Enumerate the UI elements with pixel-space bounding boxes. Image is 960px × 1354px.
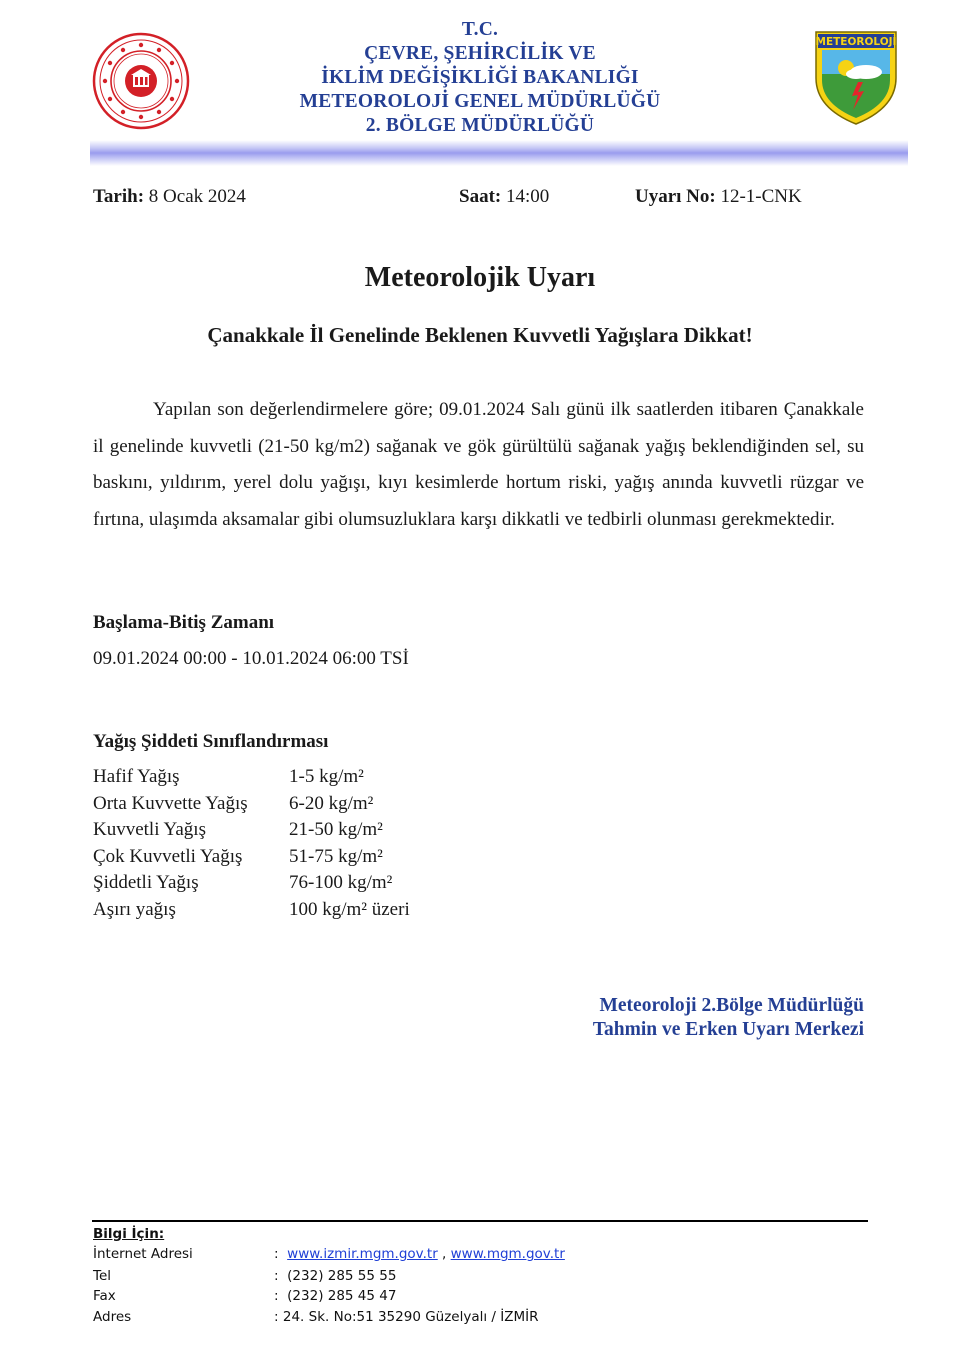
fax-value: (232) 285 45 47 — [287, 1288, 397, 1304]
mgm-link[interactable]: www.mgm.gov.tr — [450, 1246, 565, 1262]
tel-value: (232) 285 55 55 — [287, 1268, 397, 1284]
signature-line-1: Meteoroloji 2.Bölge Müdürlüğü — [599, 995, 864, 1016]
table-row — [93, 844, 410, 871]
signature-block — [520, 994, 864, 1042]
colon: : — [274, 1268, 279, 1284]
address-field — [274, 1309, 539, 1325]
internet-label: İnternet Adresi — [93, 1246, 193, 1262]
document-subtitle: Çanakkale İl Genelinde Beklenen Kuvvetli Yağışlara Dikkat! — [207, 323, 753, 347]
document-title: Meteorolojik Uyarı — [364, 262, 596, 293]
time-value: 14:00 — [505, 186, 550, 207]
table-row — [93, 870, 410, 897]
fax-field — [274, 1288, 396, 1304]
tel-label: Tel — [93, 1268, 112, 1284]
table-row — [93, 791, 410, 818]
intensity-name: Çok Kuvvetli Yağış — [93, 845, 243, 867]
link-separator: , — [442, 1246, 447, 1262]
logo-text: METEOROLOJİ — [815, 36, 897, 48]
intensity-name: Aşırı yağış — [93, 898, 176, 920]
date-label: Tarih: — [93, 186, 145, 207]
signature-line-2: Tahmin ve Erken Uyarı Merkezi — [592, 1019, 864, 1040]
intensity-name: Kuvvetli Yağış — [93, 819, 206, 840]
colon: : — [274, 1309, 279, 1325]
intensity-range: 51-75 kg/m² — [289, 845, 383, 867]
table-row — [93, 817, 410, 844]
org-line-3: İKLİM DEĞİŞİKLİĞİ BAKANLIĞI — [321, 67, 639, 88]
footer-divider — [92, 1220, 868, 1222]
internet-value — [274, 1246, 565, 1262]
intensity-name: Şiddetli Yağış — [93, 872, 199, 893]
intensity-range: 1-5 kg/m² — [289, 766, 364, 787]
fax-label: Fax — [93, 1288, 116, 1304]
tel-field — [274, 1268, 396, 1284]
classification-heading: Yağış Şiddeti Sınıflandırması — [93, 731, 329, 752]
address-value: 24. Sk. No:51 35290 Güzelyalı / İZMİR — [282, 1309, 539, 1325]
table-row — [93, 897, 410, 924]
warning-number-value: 12-1-CNK — [720, 186, 802, 207]
colon: : — [274, 1246, 279, 1262]
organization-header — [210, 18, 750, 138]
warning-body-text: Yapılan son değerlendirmelere göre; 09.01.2024 Salı günü ilk saatlerden itibaren Çanakkale il genelinde kuvvetli (21-50 kg/m2) sağanak ve gök gürültülü sağanak yağış beklendiğinden sel, su baskını, yıldırım, yerel dolu yağışı, kıyı kesimlerde hortum riski, yağış anında kuvvetli rüzgar ve fırtına, ulaşımda aksamalar gibi olumsuzluklara karşı dikkatli ve tedbirli olunması gerekmektedir. — [93, 399, 864, 530]
timing-value: 09.01.2024 00:00 - 10.01.2024 06:00 TSİ — [93, 648, 409, 669]
ministry-seal-icon — [92, 32, 190, 130]
warning-number-label: Uyarı No: — [635, 186, 716, 207]
intensity-range: 21-50 kg/m² — [289, 819, 383, 840]
org-line-5: 2. BÖLGE MÜDÜRLÜĞÜ — [365, 115, 595, 136]
org-line-1: T.C. — [461, 19, 499, 40]
izmir-mgm-link[interactable]: www.izmir.mgm.gov.tr — [287, 1246, 438, 1262]
date-value: 8 Ocak 2024 — [148, 186, 246, 207]
date-field — [93, 186, 246, 208]
intensity-range: 100 kg/m² üzeri — [289, 898, 410, 920]
classification-table — [93, 764, 410, 923]
warning-number-field — [635, 186, 802, 208]
org-line-4: METEOROLOJİ GENEL MÜDÜRLÜĞÜ — [299, 91, 661, 112]
intensity-range: 6-20 kg/m² — [289, 792, 374, 814]
timing-heading: Başlama-Bitiş Zamanı — [93, 612, 275, 633]
intensity-range: 76-100 kg/m² — [289, 872, 393, 893]
table-row — [93, 764, 410, 791]
intensity-name: Orta Kuvvette Yağış — [93, 792, 248, 814]
colon: : — [274, 1288, 279, 1304]
header-divider — [90, 140, 908, 166]
org-line-2: ÇEVRE, ŞEHİRCİLİK VE — [364, 43, 596, 64]
time-field — [459, 186, 549, 208]
intensity-name: Hafif Yağış — [93, 766, 180, 787]
meteoroloji-logo-icon — [812, 28, 900, 126]
time-label: Saat: — [459, 186, 502, 207]
footer-heading: Bilgi İçin: — [93, 1226, 165, 1242]
address-label: Adres — [93, 1309, 132, 1325]
